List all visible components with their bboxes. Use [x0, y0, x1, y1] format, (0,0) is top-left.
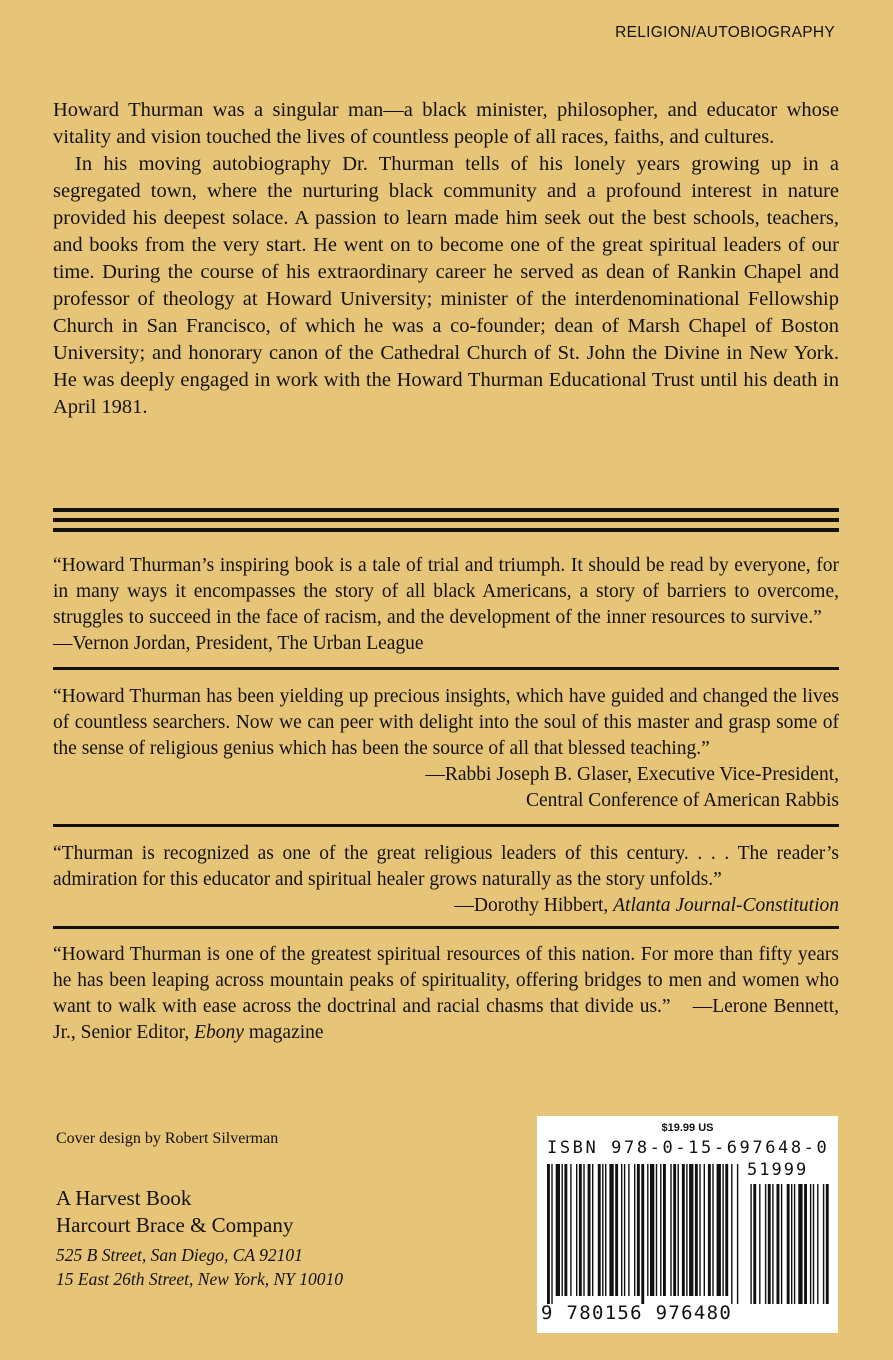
addon-bar [804, 1184, 807, 1304]
addon-bar [765, 1184, 766, 1304]
barcode-bar [592, 1164, 593, 1296]
quote-attribution: —Lerone Bennett, Jr., Senior Editor, Ebony magazine [53, 996, 840, 1043]
barcode-bar [682, 1164, 685, 1296]
addon-bar [798, 1184, 802, 1304]
barcode-bar [579, 1164, 582, 1296]
barcode-bar [637, 1164, 640, 1296]
review-quote-1 [53, 553, 839, 657]
quote-attribution-affiliation: Central Conference of American Rabbis [526, 790, 839, 811]
barcode-bar [634, 1164, 635, 1296]
addon-bar [791, 1184, 792, 1304]
barcode-bar [583, 1164, 584, 1296]
addon-bar [787, 1184, 790, 1304]
barcode-bar [689, 1164, 693, 1296]
divider-rule [53, 824, 839, 827]
publisher-address [56, 1243, 343, 1291]
barcode-bar [717, 1164, 721, 1296]
barcode-bar [686, 1164, 687, 1296]
category-label: RELIGION/AUTOBIOGRAPHY [615, 24, 835, 41]
publication-name: Ebony [194, 1022, 244, 1043]
address-line-2: 15 East 26th Street, New York, NY 10010 [56, 1269, 343, 1289]
barcode-bar [650, 1164, 654, 1296]
barcode-bar [602, 1164, 603, 1296]
isbn-text: ISBN 978-0-15-697648-0 [547, 1138, 830, 1158]
publisher-block [56, 1185, 293, 1239]
barcode-bar [570, 1164, 571, 1296]
barcode-bar [673, 1164, 676, 1296]
barcode-bar [576, 1164, 577, 1296]
barcode-bar [615, 1164, 618, 1296]
barcode-bar [564, 1164, 567, 1296]
review-quote-3 [53, 841, 839, 919]
triple-divider [53, 508, 839, 538]
review-quote-2 [53, 684, 839, 814]
quote-text: “Howard Thurman is one of the greatest spiritual resources of this nation. For more than fifty years he has been leaping across mountain peaks of spirituality, offering bridges to men and women who want to walk with ease across the doctrinal and racial chasms that divide us.” —Lerone Bennett, Jr., Senior Editor, Ebony magazine [53, 944, 840, 1043]
book-description [53, 97, 839, 421]
barcode-bar [562, 1164, 563, 1296]
ean-digits: 9 780156 976480 [541, 1302, 733, 1324]
addon-bar [781, 1184, 782, 1304]
barcode-bar [725, 1164, 728, 1296]
barcode-bar [621, 1164, 622, 1296]
barcode-bar [712, 1164, 713, 1296]
address-line-1: 525 B Street, San Diego, CA 92101 [56, 1245, 303, 1265]
barcode-bar [731, 1164, 732, 1304]
quote-text: “Howard Thurman’s inspiring book is a tale of trial and triumph. It should be read by everyone, for in many ways it encompasses the story of all black Americans, a story of barriers to overcome, struggles to succeed in the face of racism, and the development of the inner resources to survive.” —Vernon Jordan, President, The Urban League [53, 555, 839, 654]
description-paragraph-2: In his moving autobiography Dr. Thurman tells of his lonely years growing up in a segregated town, where the nurturing black community and a profound interest in nature provided his deepest solace. A passion to learn made him seek out the best schools, teachers, and books from the very start. He went on to become one of the great spiritual leaders of our time. During the course of his extraordinary career he served as dean of Rankin Chapel and professor of theology at Howard University; minister of the interdenominational Fellowship Church in San Francisco, of which he was a co-founder; dean of Marsh Chapel of Boston University; and honorary canon of the Cathedral Church of St. John the Divine in New York. He was deeply engaged in work with the Howard Thurman Educational Trust until his death in April 1981. [53, 153, 839, 418]
addon-bar [772, 1184, 773, 1304]
barcode-bar [699, 1164, 700, 1296]
imprint-name: A Harvest Book [56, 1186, 192, 1210]
addon-bar [817, 1184, 818, 1304]
addon-bar [768, 1184, 771, 1304]
addon-bar [753, 1184, 756, 1304]
barcode-bar [737, 1164, 738, 1304]
price-label: $19.99 US [661, 1122, 714, 1134]
publication-name: Atlanta Journal-Constitution [613, 895, 839, 916]
addon-bar [750, 1184, 751, 1304]
divider-rule [53, 667, 839, 670]
barcode-bar [551, 1164, 552, 1304]
barcode-bar [628, 1164, 629, 1296]
quote-text: “Thurman is recognized as one of the great religious leaders of this century. . . . The reader’s admiration for this educator and spiritual healer grows naturally as the story unfolds.” [53, 843, 839, 890]
barcode-bar [660, 1164, 661, 1296]
addon-bar [826, 1184, 829, 1304]
quote-text: “Howard Thurman has been yielding up precious insights, which have guided and changed the lives of countless searchers. Now we can peer with delight into the soul of this master and grasp some of the sense of religious genius which has been the source of all that blessed teaching.” [53, 686, 839, 759]
addon-bar [813, 1184, 814, 1304]
barcode-bar [722, 1164, 723, 1296]
barcode-bar [647, 1164, 648, 1296]
review-quote-4 [53, 942, 839, 1046]
quote-attribution: —Rabbi Joseph B. Glaser, Executive Vice-President, [425, 764, 839, 785]
barcode-bar [656, 1164, 657, 1296]
barcode-bar [678, 1164, 679, 1296]
addon-bar [777, 1184, 780, 1304]
barcode-bar [641, 1164, 644, 1304]
barcode-bar [670, 1164, 671, 1296]
barcode-graphic [537, 1116, 838, 1333]
barcode-bar [708, 1164, 711, 1296]
addon-bar [759, 1184, 760, 1304]
barcode-bar [588, 1164, 591, 1296]
barcode-bar [598, 1164, 601, 1296]
addon-bar [823, 1184, 824, 1304]
addon-bar [810, 1184, 811, 1304]
barcode-bar [663, 1164, 666, 1296]
barcode-panel [537, 1116, 838, 1333]
barcode-bar [605, 1164, 606, 1296]
price-addon-digits: 51999 [747, 1160, 809, 1180]
barcode-bar [695, 1164, 698, 1296]
barcode-bar [556, 1164, 560, 1296]
barcode-bar [704, 1164, 705, 1296]
cover-design-credit: Cover design by Robert Silverman [56, 1130, 279, 1147]
barcode-bar [624, 1164, 625, 1296]
description-paragraph-1: Howard Thurman was a singular man—a black minister, philosopher, and educator whose vitality and vision touched the lives of countless people of all races, faiths, and cultures. [53, 99, 839, 148]
publisher-name: Harcourt Brace & Company [56, 1213, 294, 1237]
quote-attribution: —Dorothy Hibbert, Atlanta Journal-Constitution [454, 895, 839, 916]
barcode-bar [609, 1164, 613, 1296]
quote-attribution: —Vernon Jordan, President, The Urban League [53, 633, 424, 654]
barcode-bar [547, 1164, 550, 1304]
divider-rule [53, 926, 839, 929]
addon-bar [794, 1184, 795, 1304]
